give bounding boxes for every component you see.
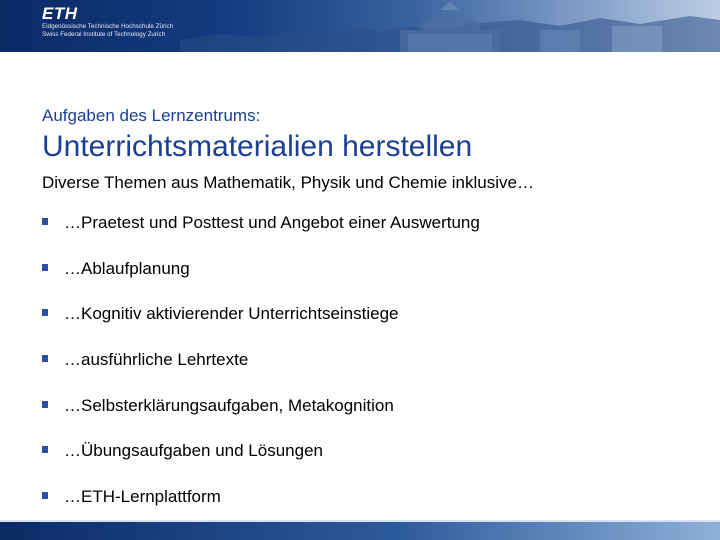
bullet-text: …Ablaufplanung [64, 258, 190, 278]
bullet-text: …Praetest und Posttest und Angebot einer Auswertung [64, 213, 480, 232]
bullet-item [42, 304, 480, 350]
institution-name-german: Eidgenössische Technische Hochschule Zürich [42, 23, 174, 30]
intro-text: Diverse Themen aus Mathematik, Physik und Chemie inklusive… [42, 173, 534, 192]
bullet-item [42, 350, 480, 396]
square-bullet-icon [42, 218, 48, 225]
bullet-text: …Selbsterklärungsaufgaben, Metakognition [64, 395, 394, 415]
bullet-item [42, 396, 480, 442]
footer-bar [0, 522, 720, 540]
square-bullet-icon [42, 492, 48, 499]
bullet-item [42, 213, 480, 259]
square-bullet-icon [42, 309, 48, 316]
square-bullet-icon [42, 264, 48, 271]
slide-title: Unterrichtsmaterialien herstellen [42, 130, 473, 163]
bullet-text: …Kognitiv aktivierender Unterrichtseinstiege [64, 304, 399, 324]
bullet-text: …ausführliche Lehrtexte [64, 350, 249, 370]
header-banner [0, 0, 720, 52]
slide-subtitle: Aufgaben des Lernzentrums: [42, 106, 261, 125]
bullet-text: …Übungsaufgaben und Lösungen [64, 441, 323, 461]
bullet-item [42, 441, 480, 487]
institution-name-english: Swiss Federal Institute of Technology Zurich [42, 31, 166, 38]
square-bullet-icon [42, 355, 48, 362]
header-divider [0, 52, 720, 54]
logo-wordmark: ETH [42, 4, 78, 23]
eth-logo[interactable] [42, 5, 173, 39]
square-bullet-icon [42, 446, 48, 453]
bullet-list [42, 213, 480, 533]
bullet-text: …ETH-Lernplattform [64, 487, 221, 507]
square-bullet-icon [42, 401, 48, 408]
bullet-item [42, 259, 480, 305]
